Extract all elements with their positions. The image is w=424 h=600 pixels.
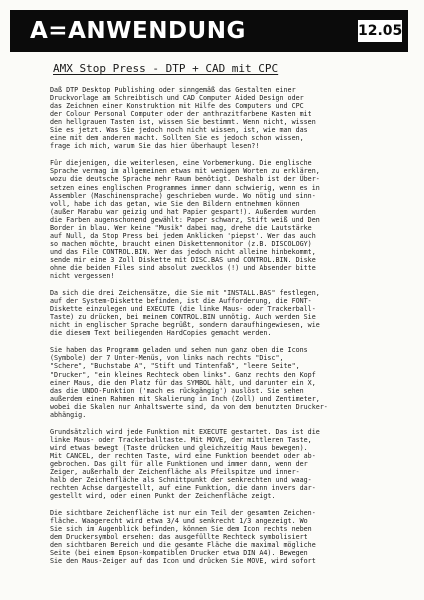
paragraph <box>50 428 418 500</box>
text-line: wozu die deutsche Sprache mehr Raum benötigt. Deshalb ist der Über- <box>50 175 320 184</box>
text-line: Grundsätzlich wird jede Funktion mit EXECUTE gestartet. Das ist die <box>50 427 320 436</box>
section-header <box>10 10 408 52</box>
text-line: (außer Marabu war geizig und hat Papier gespart!). Außerdem wurden <box>50 207 316 216</box>
text-line: Sie es jetzt. Was Sie jedoch noch nicht wissen, ist, wie man das <box>50 126 308 135</box>
text-line: Da sich die drei Zeichensätze, die Sie mit "INSTALL.BAS" festlegen, <box>50 289 320 298</box>
text-line: Taste) zu drücken, bei meinem CONTROL.BIN unnötig. Auch werden Sie <box>50 313 316 322</box>
text-line: einer Maus, die den Platz für das SYMBOL hält, und darunter ein X, <box>50 378 316 387</box>
text-line: "Drucker", "ein kleines Rechteck oben links". Ganz rechts den Kopf <box>50 370 316 379</box>
text-line: gestellt wird, oder einen Punkt der Zeichenfläche zeigt. <box>50 492 276 501</box>
text-line: der Colour Personal Computer oder der anthrazitfarbene Kasten mit <box>50 110 312 119</box>
text-line: Mit CANCEL, der rechten Taste, wird eine Funktion beendet oder ab- <box>50 451 316 460</box>
text-line: die diesem Text beiliegenden HardCopies gemacht werden. <box>50 329 272 338</box>
text-line: den hellgrauen Tasten ist, wissen Sie bestimmt. Wenn nicht, wissen <box>50 118 316 127</box>
text-line: frage ich mich, warum Sie das hier überhaupt lesen?! <box>50 142 260 151</box>
text-line: Druckvorlage am Schreibtisch und CAD Computer Aided Design oder <box>50 94 304 103</box>
text-line: Border in blau. Wer keine "Musik" dabei mag, drehe die Lautstärke <box>50 223 312 232</box>
text-line: (Symbole) der 7 Unter-Menüs, von links nach rechts "Disc", <box>50 354 284 363</box>
text-line: auf der System-Diskette befinden, ist die Aufforderung, die FONT- <box>50 297 312 306</box>
text-line: Diskette einzulegen und EXECUTE (die linke Maus- oder Trackerball- <box>50 305 316 314</box>
article-body <box>50 86 418 575</box>
text-line: Zeiger, außerhalb der Zeichenfläche als Pfeilspitze und inner- <box>50 468 300 477</box>
text-line: setzen eines englischen Programmes immer dann schwierig, wenn es in <box>50 183 320 192</box>
text-line: Für diejenigen, die weiterlesen, eine Vorbemerkung. Die englische <box>50 159 312 168</box>
text-line: "Schere", "Buchstabe A", "Stift und Tintenfaß", "leere Seite", <box>50 362 300 371</box>
text-line: sende mir eine 3 Zoll Diskette mit DISC.BAS und CONTROL.BIN. Diske <box>50 255 316 264</box>
text-line: das die UNDO-Funktion ('mach es rückgängig') auslöst. Sie sehen <box>50 386 304 395</box>
text-line: Sie den Maus-Zeiger auf das Icon und drücken Sie MOVE, wird sofort <box>50 557 316 566</box>
text-line: nicht in englischer Sprache begrüßt, sondern daraufhingewiesen, wie <box>50 321 320 330</box>
text-line: Seite (bei einem Epson-kompatiblen Drucker etwa DIN A4). Bewegen <box>50 549 308 558</box>
paragraph <box>50 289 418 337</box>
text-line: Assembler (Maschinensprache) geschrieben wurde. Wo nötig und sinn- <box>50 191 316 200</box>
text-line: voll, habe ich das getan, wie Sie den Bildern entnehmen können <box>50 199 300 208</box>
text-line: wird etwas bewegt (Taste drücken und gleichzeitig Maus bewegen). <box>50 443 308 452</box>
text-line: den sichtbaren Bereich und die gesamte Fläche die maximal mögliche <box>50 541 316 550</box>
text-line: Daß DTP Desktop Publishing oder sinngemäß das Gestalten einer <box>50 86 296 94</box>
text-line: eine mit dem anderen macht. Sollten Sie es jedoch schon wissen, <box>50 134 304 143</box>
text-line: das Zeichnen einer Konstruktion mit Hilfe des Computers und CPC <box>50 102 304 111</box>
text-line: wobei die Skalen nur Anhaltswerte sind, da von dem benutzten Drucker- <box>50 402 328 411</box>
text-line: fläche. Waagerecht wird etwa 3/4 und senkrecht 1/3 angezeigt. Wo <box>50 517 308 526</box>
paragraph <box>50 86 418 150</box>
article-title: AMX Stop Press - DTP + CAD mit CPC <box>53 62 279 75</box>
text-line: Die sichtbare Zeichenfläche ist nur ein Teil der gesamten Zeichen- <box>50 509 316 518</box>
text-line: Sie sich im Augenblick befinden, können Sie dem Icon rechts neben <box>50 525 312 534</box>
text-line: dem Druckersymbol ersehen: das ausgefüllte Rechteck symbolisiert <box>50 533 308 542</box>
text-line: und das File CONTROL.BIN. Wer das jedoch nicht alleine hinbekommt, <box>50 247 316 256</box>
text-line: linke Maus- oder Trackerballtaste. Mit MOVE, der mittleren Taste, <box>50 435 312 444</box>
text-line: außerdem einen Rahmen mit Skalierung in Inch (Zoll) und Zentimeter, <box>50 394 320 403</box>
text-line: nicht vergessen! <box>50 272 115 281</box>
text-line: rechten Achse dargestellt, auf eine Funktion, die dann invers dar- <box>50 484 316 493</box>
text-line: Sprache vermag im allgemeinen etwas mit wenigen Worten zu erklären, <box>50 167 320 176</box>
section-title: A=ANWENDUNG <box>30 18 246 44</box>
paragraph <box>50 346 418 418</box>
text-line: gebrochen. Das gilt für alle Funktionen und immer dann, wenn der <box>50 459 308 468</box>
paragraph <box>50 509 418 565</box>
text-line: so machen möchte, braucht einen Diskettenmonitor (z.B. DISCOLOGY) <box>50 239 312 248</box>
text-line: ohne die beiden Files sind absolut zwecklos (!) und Absender bitte <box>50 263 316 272</box>
text-line: auf Null, da Stop Press bei jedem Anklicken 'piepst'. Wer das auch <box>50 231 316 240</box>
text-line: halb der Zeichenfläche als Schnittpunkt der senkrechten und waag- <box>50 476 312 485</box>
text-line: Sie haben das Programm geladen und sehen nun ganz oben die Icons <box>50 346 308 355</box>
text-line: die Farben augenschonend gewählt: Paper schwarz, Stift weiß und Den <box>50 215 320 224</box>
text-line: abhängig. <box>50 410 87 419</box>
page-number-badge: 12.05 <box>358 20 402 42</box>
paragraph <box>50 159 418 280</box>
